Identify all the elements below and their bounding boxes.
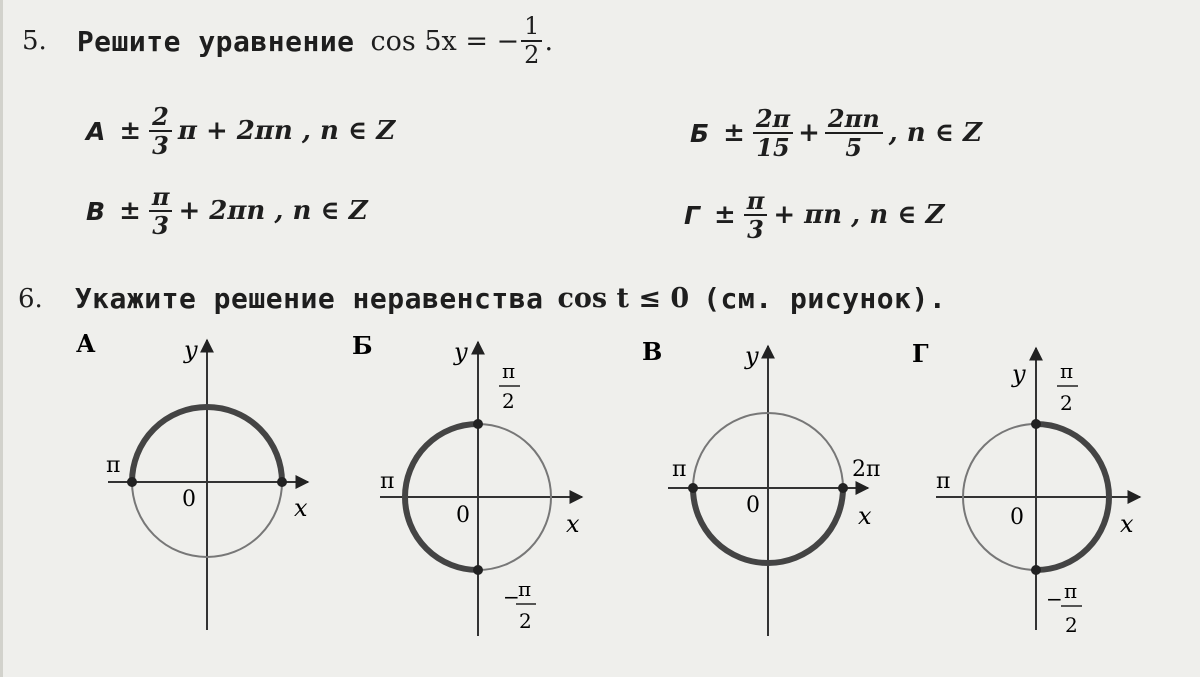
- option-5-a[interactable]: [86, 102, 396, 161]
- option-fraction: [753, 104, 793, 163]
- minus-sign: −: [1046, 587, 1063, 611]
- option-letter: В: [86, 196, 106, 226]
- pi-label: π: [106, 453, 121, 478]
- x-label: x: [294, 494, 308, 522]
- solution-arc: [132, 407, 282, 482]
- bottom-label-numerator: π: [1064, 579, 1078, 603]
- x-label: x: [566, 510, 580, 538]
- unit-circle: [132, 407, 282, 557]
- option-text: + πn , n ∈ Z: [773, 200, 945, 231]
- unit-circle: [963, 424, 1109, 570]
- problem-6-suffix: (см. рисунок).: [703, 282, 947, 315]
- top-label-numerator: π: [502, 359, 516, 383]
- plus-minus-symbol: ±: [119, 116, 142, 147]
- problem-6-number: 6.: [18, 283, 43, 314]
- x-label: x: [1120, 510, 1134, 538]
- arc-endpoint: [473, 565, 483, 575]
- fraction-denominator: 2: [524, 41, 540, 70]
- fraction-numerator: 2: [149, 104, 172, 132]
- figure-letter: В: [642, 337, 663, 366]
- problem-6-text: Укажите решение неравенства: [74, 282, 544, 315]
- option-text: π + 2πn , n ∈ Z: [177, 116, 396, 147]
- y-label: y: [1012, 360, 1026, 388]
- problem-5-fraction: [521, 14, 542, 68]
- figure-g: [912, 339, 1140, 637]
- x-label: x: [858, 502, 872, 530]
- origin-label: 0: [456, 503, 470, 528]
- minus-sign: −: [503, 585, 520, 609]
- arc-endpoint: [838, 483, 848, 493]
- solution-arc: [693, 488, 843, 563]
- arc-endpoint: [277, 477, 287, 487]
- option-5-v[interactable]: [86, 182, 368, 241]
- option-5-b[interactable]: [690, 104, 982, 163]
- option-fraction: [149, 182, 173, 241]
- problem-6: [18, 282, 946, 315]
- plus-minus-symbol: ±: [713, 200, 736, 231]
- option-letter: Б: [690, 118, 710, 148]
- arc-endpoint: [473, 419, 483, 429]
- two-pi-label: 2π: [852, 457, 881, 482]
- y-label: y: [454, 338, 468, 366]
- origin-label: 0: [182, 487, 196, 512]
- problem-6-inequality: cos t ≤ 0: [557, 283, 690, 314]
- option-5-g[interactable]: [684, 186, 945, 245]
- problem-5-number: 5.: [22, 26, 47, 57]
- fraction-denominator: 3: [747, 215, 764, 245]
- fraction-numerator: π: [744, 188, 768, 216]
- pi-label: π: [380, 469, 395, 494]
- option-text: , n ∈ Z: [888, 118, 982, 149]
- problem-5: [22, 14, 553, 68]
- fraction-numerator: 2π: [753, 106, 793, 134]
- fraction-denominator: 5: [845, 133, 863, 163]
- option-letter: Г: [684, 200, 700, 230]
- figure-b: [352, 331, 582, 636]
- option-fraction: [744, 186, 768, 245]
- fraction-denominator: 3: [152, 211, 169, 241]
- origin-label: 0: [746, 493, 760, 518]
- option-fraction-2: [825, 104, 883, 163]
- problem-5-text: Решите уравнение: [76, 24, 355, 58]
- plus-sign: +: [798, 118, 820, 149]
- y-label: y: [745, 342, 759, 370]
- pi-label: π: [672, 457, 687, 482]
- arc-endpoint: [1031, 419, 1041, 429]
- top-label-numerator: π: [1060, 359, 1074, 383]
- bottom-label-denominator: 2: [1065, 613, 1078, 637]
- arc-endpoint: [1031, 565, 1041, 575]
- plus-minus-symbol: ±: [119, 196, 141, 227]
- scan-edge: [0, 0, 3, 677]
- plus-minus-symbol: ±: [723, 118, 745, 149]
- figure-letter: А: [76, 329, 96, 358]
- arc-endpoint: [688, 483, 698, 493]
- figure-v: [642, 337, 880, 636]
- bottom-label-numerator: π: [518, 577, 532, 601]
- option-fraction: [149, 102, 172, 161]
- top-label-denominator: 2: [502, 389, 515, 413]
- figure-letter: Б: [352, 331, 373, 360]
- problem-5-equation: cos 5x = −: [370, 25, 520, 57]
- bottom-label-denominator: 2: [519, 609, 532, 633]
- figure-letter: Г: [912, 339, 929, 368]
- fraction-denominator: 3: [152, 131, 169, 161]
- problem-5-period: .: [544, 25, 554, 57]
- origin-label: 0: [1010, 505, 1024, 530]
- unit-circle: [405, 424, 551, 570]
- option-letter: А: [86, 116, 106, 146]
- unit-circle: [693, 413, 843, 563]
- pi-label: π: [936, 469, 951, 494]
- arc-endpoint: [127, 477, 137, 487]
- figure-a: [76, 329, 308, 630]
- fraction-numerator: π: [149, 184, 173, 212]
- y-label: y: [184, 336, 198, 364]
- fraction-numerator: 2πn: [825, 106, 883, 134]
- solution-arc: [1036, 424, 1109, 570]
- top-label-denominator: 2: [1060, 391, 1073, 415]
- solution-arc: [405, 424, 478, 570]
- option-text: + 2πn , n ∈ Z: [178, 196, 368, 227]
- fraction-numerator: 1: [521, 14, 542, 42]
- fraction-denominator: 15: [756, 133, 790, 163]
